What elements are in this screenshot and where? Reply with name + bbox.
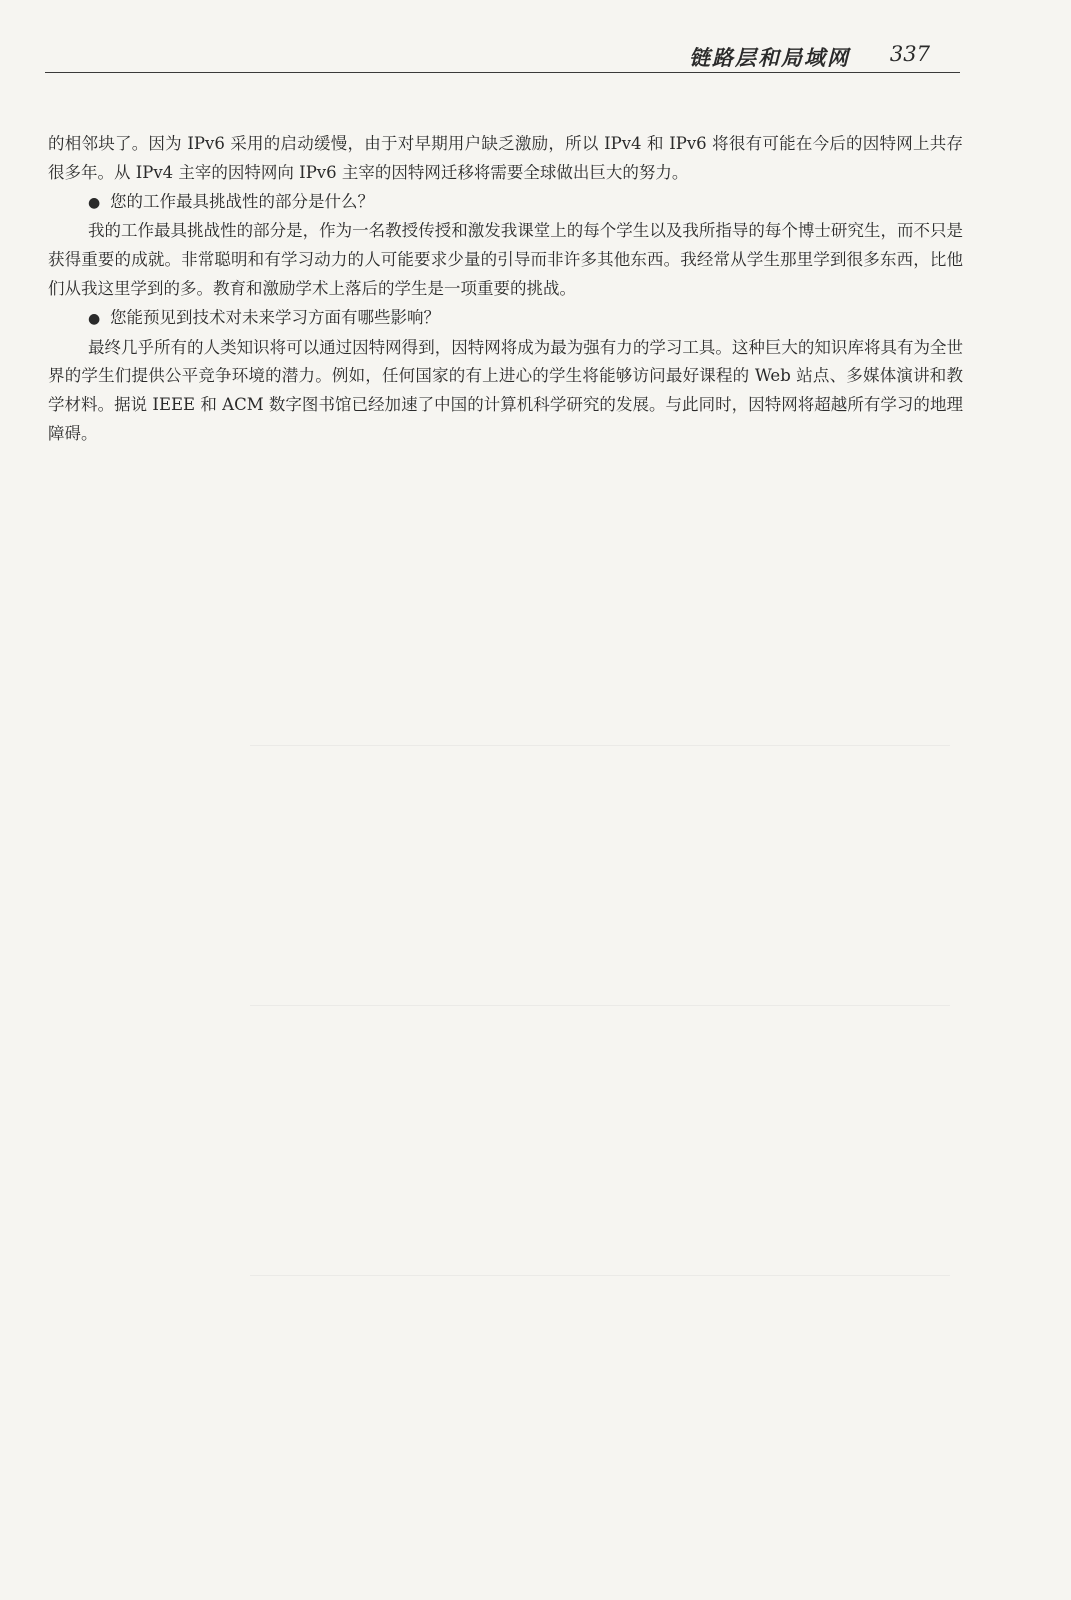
bullet-icon: ●	[88, 194, 101, 211]
question-1-text: 您的工作最具挑战性的部分是什么？	[110, 191, 374, 211]
running-header	[45, 40, 960, 73]
paragraph-3: 最终几乎所有的人类知识将可以通过因特网得到，因特网将成为最为强有力的学习工具。这种巨大的知识库将具有为全世界的学生们提供公平竞争环境的潜力。例如，任何国家的有上进心的学生将能够访问最好课程的 Web 站点、多媒体演讲和教学材料。据说 IEEE 和 ACM 数字图书馆已经加速了中国的计算机科学研究的发展。与此同时，因特网将超越所有学习的地理障碍。	[48, 337, 963, 443]
bleed-through-line	[250, 745, 950, 746]
paragraph-1: 的相邻块了。因为 IPv6 采用的启动缓慢，由于对早期用户缺乏激励，所以 IPv4 和 IPv6 将很有可能在今后的因特网上共存很多年。从 IPv4 主宰的因特网向 IPv6 主宰的因特网迁移将需要全球做出巨大的努力。	[48, 134, 963, 182]
bleed-through-line	[250, 1275, 950, 1276]
bullet-icon: ●	[88, 310, 101, 327]
question-1	[48, 188, 963, 218]
chapter-title: 链路层和局域网	[689, 45, 850, 70]
paragraph-2: 我的工作最具挑战性的部分是，作为一名教授传授和激发我课堂上的每个学生以及我所指导的每个博士研究生，而不只是获得重要的成就。非常聪明和有学习动力的人可能要求少量的引导而非许多其他东西。我经常从学生那里学到很多东西，比他们从我这里学到的多。教育和激励学术上落后的学生是一项重要的挑战。	[48, 221, 963, 298]
question-2	[48, 304, 963, 334]
page-number: 337	[889, 42, 930, 66]
body-text	[48, 130, 963, 449]
bleed-through-line	[250, 1005, 950, 1006]
question-2-text: 您能预见到技术对未来学习方面有哪些影响？	[110, 307, 440, 327]
